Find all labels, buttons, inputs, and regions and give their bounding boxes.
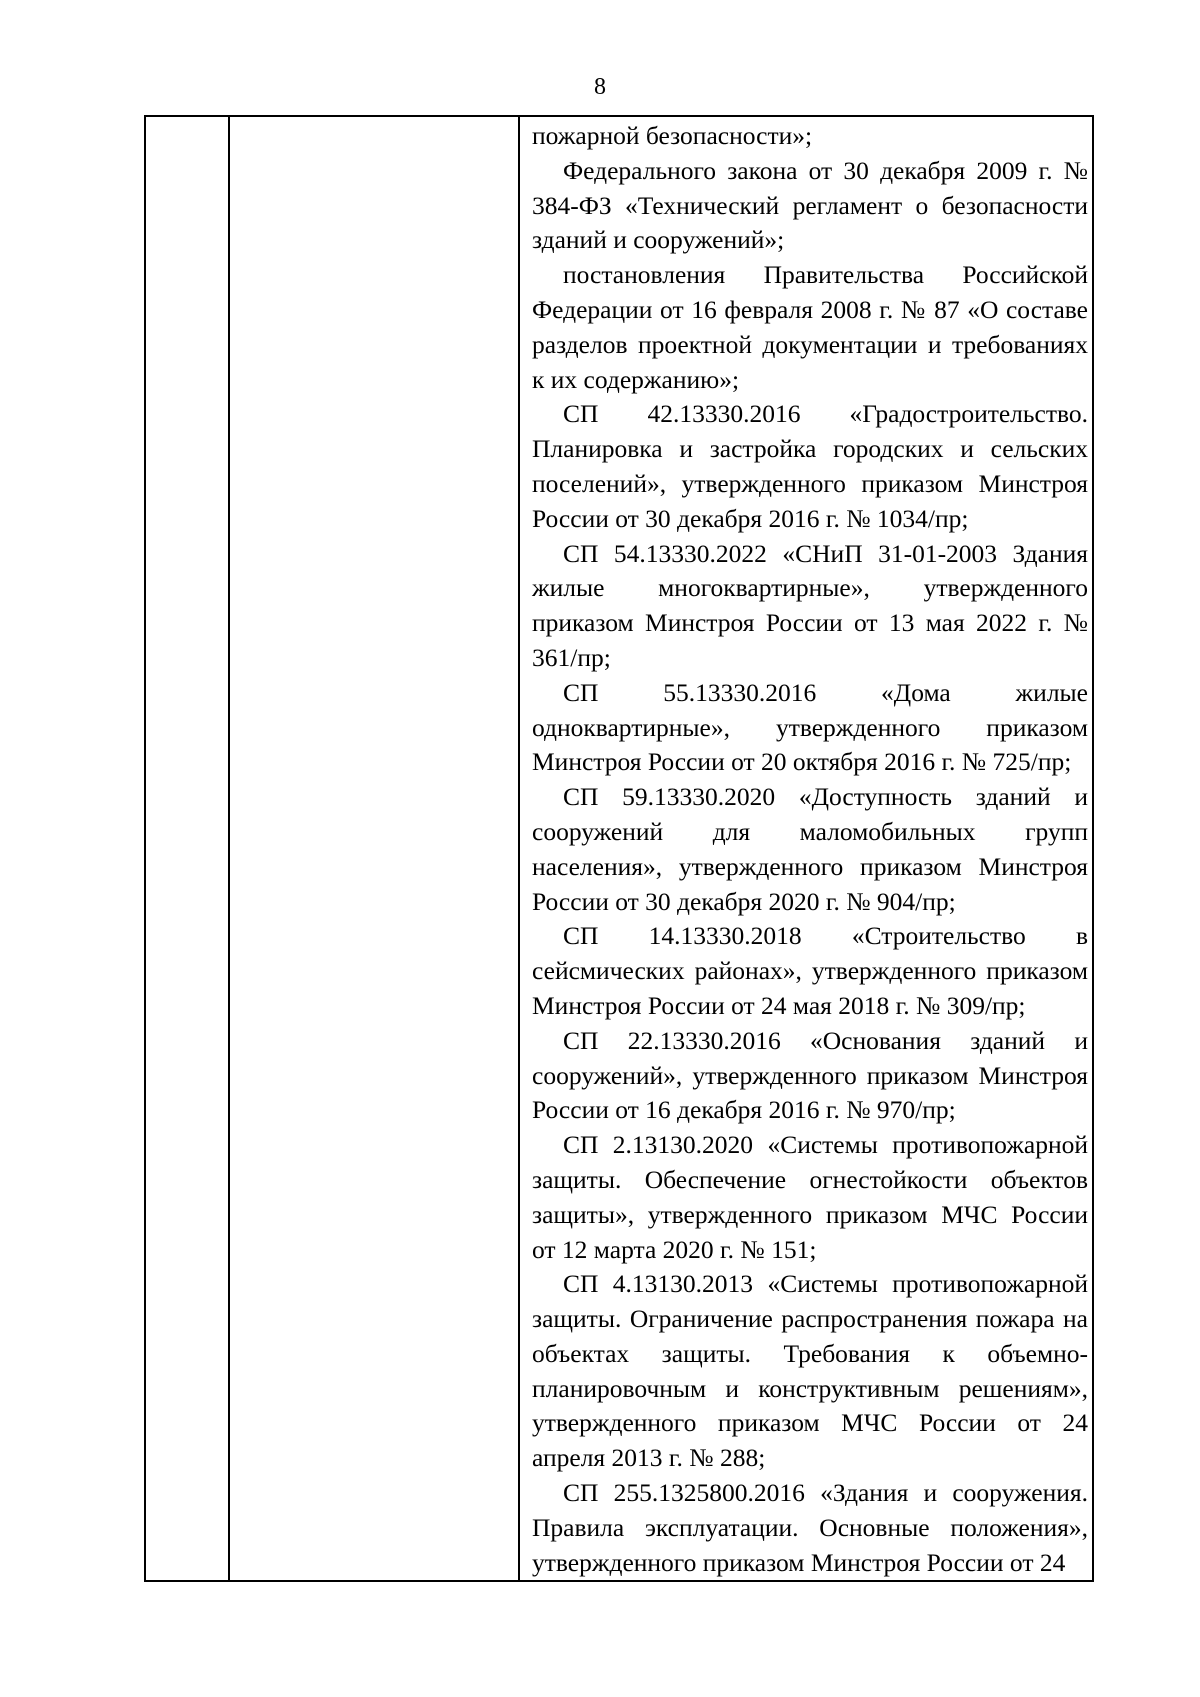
content-paragraph: СП 59.13330.2020 «Доступность зданий и сооружений для маломобильных групп населения», утвержденного приказом Минстроя России от 30 декабря 2020 г. № 904/пр;: [532, 782, 1088, 916]
content-paragraph: пожарной безопасности»;: [532, 121, 813, 150]
content-paragraph: СП 54.13330.2022 «СНиП 31-01-2003 Здания жилые многоквартирные», утвержденного приказом Минстроя России от 13 мая 2022 г. № 361/пр;: [532, 538, 1088, 672]
content-paragraph: СП 255.1325800.2016 «Здания и сооружения. Правила эксплуатации. Основные положения», утвержденного приказом Минстроя России от 24: [532, 1478, 1088, 1577]
content-paragraph: СП 4.13130.2013 «Системы противопожарной защиты. Ограничение распространения пожара на объектах защиты. Требования к объемно-планировочным и конструктивным решениям», утвержденного приказом МЧС России от 24 апреля 2013 г. № 288;: [532, 1269, 1088, 1473]
table-column-content: [520, 117, 1092, 1580]
content-paragraph: СП 22.13330.2016 «Основания зданий и сооружений», утвержденного приказом Минстроя России от 16 декабря 2016 г. № 970/пр;: [532, 1025, 1088, 1125]
content-paragraph: СП 2.13130.2020 «Системы противопожарной защиты. Обеспечение огнестойкости объектов защиты», утвержденного приказом МЧС России от 12 марта 2020 г. № 151;: [532, 1130, 1088, 1264]
table-column-title: [230, 117, 520, 1580]
document-table: [144, 115, 1094, 1582]
content-paragraph: СП 14.13330.2018 «Строительство в сейсмических районах», утвержденного приказом Минстроя России от 24 мая 2018 г. № 309/пр;: [532, 921, 1088, 1020]
page-number: 8: [594, 74, 606, 100]
content-paragraph: СП 42.13330.2016 «Градостроительство. Планировка и застройка городских и сельских поселений», утвержденного приказом Минстроя России от 30 декабря 2016 г. № 1034/пр;: [532, 399, 1088, 533]
content-paragraph: постановления Правительства Российской Федерации от 16 февраля 2008 г. № 87 «О составе разделов проектной документации и требованиях к их содержанию»;: [532, 260, 1088, 394]
content-paragraph: СП 55.13330.2016 «Дома жилые одноквартирные», утвержденного приказом Минстроя России от 20 октября 2016 г. № 725/пр;: [532, 677, 1088, 777]
content-paragraph: Федерального закона от 30 декабря 2009 г. № 384-ФЗ «Технический регламент о безопасности зданий и сооружений»;: [532, 155, 1088, 255]
table-column-number: [146, 117, 230, 1580]
